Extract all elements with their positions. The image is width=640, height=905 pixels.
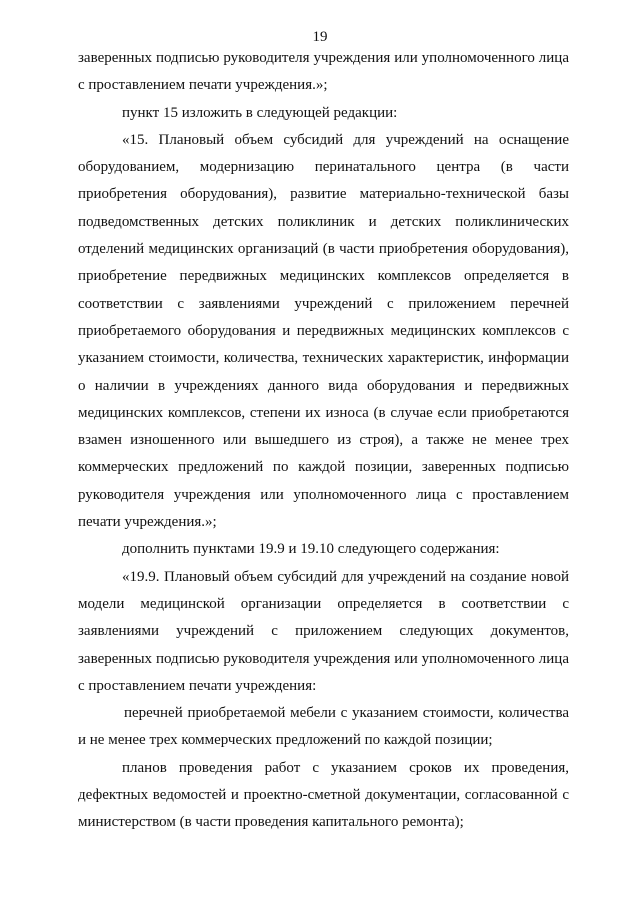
paragraph-item-15-text: «15. Плановый объем субсидий для учреждений на оснащение оборудованием, модернизацию перинатального центра (в части приобретения оборудования), развитие материально-технической базы подведомственных детских поликлиник и детских поликлинических отделений медицинских организаций (в части приобретения оборудования), приобретение передвижных медицинских комплексов определяется в соответствии с заявлениями учреждений с приложением перечней приобретаемого оборудования и передвижных медицинских комплексов с указанием стоимости, количества, технических характеристик, информации о наличии в учреждениях данного вида оборудования и передвижных медицинских комплексов, степени их износа (в случае если приобретаются взамен изношенного или вышедшего из строя), а также не менее трех коммерческих предложений по каждой позиции, заверенных подписью руководителя учреждения или уполномоченного лица с проставлением печати учреждения.»;	[78, 131, 569, 531]
paragraph-amendment-items-19-9-19-10: дополнить пунктами 19.9 и 19.10 следующего содержания:	[122, 541, 500, 558]
page-number: 19	[312, 29, 328, 45]
paragraph-work-plans: планов проведения работ с указанием сроков их проведения, дефектных ведомостей и проектно-сметной документации, согласованной с министерством (в части проведения капитального ремонта);	[78, 759, 569, 831]
paragraph-amendment-item-15: пункт 15 изложить в следующей редакции:	[122, 104, 398, 121]
paragraph-continuation: заверенных подписью руководителя учреждения или уполномоченного лица с проставлением печати учреждения.»;	[78, 50, 569, 94]
paragraph-item-19-9-text: «19.9. Плановый объем субсидий для учреждений на создание новой модели медицинской организации определяется в соответствии с заявлениями учреждений с приложением следующих документов, заверенных подписью руководителя учреждения или уполномоченного лица с проставлением печати учреждения:	[78, 568, 569, 694]
document-body	[78, 45, 569, 837]
paragraph-furniture-list: перечней приобретаемой мебели с указанием стоимости, количества и не менее трех коммерческих предложений по каждой позиции;	[78, 705, 569, 749]
